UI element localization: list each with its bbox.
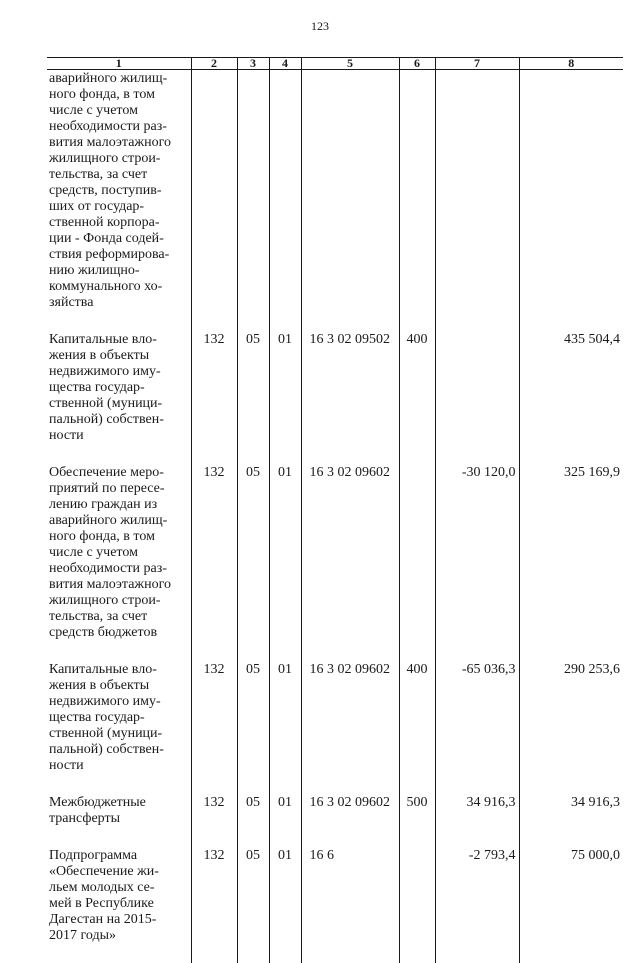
row-name: Межбюджетные трансферты bbox=[49, 795, 146, 826]
change-amount: -65 036,3 bbox=[435, 662, 519, 795]
target-article-code: 16 3 02 09502 bbox=[301, 332, 399, 465]
expense-type-code bbox=[399, 70, 435, 333]
target-article-code bbox=[301, 70, 399, 333]
table-row bbox=[47, 795, 623, 848]
target-article-code: 16 3 02 09602 bbox=[301, 465, 399, 662]
expense-type-code bbox=[399, 848, 435, 963]
expense-type-code: 500 bbox=[399, 795, 435, 848]
admin-code: 132 bbox=[191, 662, 237, 795]
column-header: 1 bbox=[47, 58, 191, 70]
row-name: Капитальные вло- жения в объекты недвижимого иму- щества государ- ственной (муници- пальной) собствен- ности bbox=[49, 332, 164, 443]
expense-type-code: 400 bbox=[399, 332, 435, 465]
change-amount: 34 916,3 bbox=[435, 795, 519, 848]
section-code: 05 bbox=[237, 662, 269, 795]
table-row bbox=[47, 332, 623, 465]
column-header: 4 bbox=[269, 58, 301, 70]
admin-code bbox=[191, 70, 237, 333]
page-number: 123 bbox=[311, 19, 329, 33]
section-code: 05 bbox=[237, 332, 269, 465]
subsection-code: 01 bbox=[269, 332, 301, 465]
subsection-code: 01 bbox=[269, 795, 301, 848]
column-header: 8 bbox=[519, 58, 623, 70]
subsection-code bbox=[269, 70, 301, 333]
target-article-code: 16 6 bbox=[301, 848, 399, 963]
subsection-code: 01 bbox=[269, 662, 301, 795]
total-amount: 34 916,3 bbox=[519, 795, 623, 848]
row-name: аварийного жилищ- ного фонда, в том числе с учетом необходимости раз- вития малоэтажного жилищного строи- тельства, за счет средств, поступив- ших от государ- ственной корпора- ции - Фонда содей- ствия реформирова- нию жилищно- коммунального хо- зяйства bbox=[49, 71, 171, 310]
subsection-code: 01 bbox=[269, 465, 301, 662]
subsection-code: 01 bbox=[269, 848, 301, 963]
column-header: 2 bbox=[191, 58, 237, 70]
section-code bbox=[237, 70, 269, 333]
total-amount: 290 253,6 bbox=[519, 662, 623, 795]
section-code: 05 bbox=[237, 795, 269, 848]
target-article-code: 16 3 02 09602 bbox=[301, 795, 399, 848]
row-name: Капитальные вло- жения в объекты недвижимого иму- щества государ- ственной (муници- пальной) собствен- ности bbox=[49, 662, 164, 773]
table-row bbox=[47, 70, 623, 333]
admin-code: 132 bbox=[191, 465, 237, 662]
target-article-code: 16 3 02 09602 bbox=[301, 662, 399, 795]
column-header: 7 bbox=[435, 58, 519, 70]
column-header: 3 bbox=[237, 58, 269, 70]
section-code: 05 bbox=[237, 848, 269, 963]
total-amount: 325 169,9 bbox=[519, 465, 623, 662]
column-header: 5 bbox=[301, 58, 399, 70]
table-row bbox=[47, 848, 623, 963]
change-amount: -30 120,0 bbox=[435, 465, 519, 662]
admin-code: 132 bbox=[191, 795, 237, 848]
change-amount bbox=[435, 70, 519, 333]
total-amount: 435 504,4 bbox=[519, 332, 623, 465]
admin-code: 132 bbox=[191, 848, 237, 963]
column-header: 6 bbox=[399, 58, 435, 70]
row-name: Обеспечение меро- приятий по пересе- лению граждан из аварийного жилищ- ного фонда, в том числе с учетом необходимости раз- вития малоэтажного жилищного строи- тельства, за счет средств бюджетов bbox=[49, 465, 171, 640]
change-amount: -2 793,4 bbox=[435, 848, 519, 963]
total-amount: 75 000,0 bbox=[519, 848, 623, 963]
budget-table bbox=[47, 57, 623, 963]
row-name: Подпрограмма «Обеспечение жи- льем молодых се- мей в Республике Дагестан на 2015- 2017 годы» bbox=[49, 848, 159, 943]
admin-code: 132 bbox=[191, 332, 237, 465]
table-row bbox=[47, 662, 623, 795]
table-row bbox=[47, 465, 623, 662]
header-row bbox=[47, 58, 623, 70]
section-code: 05 bbox=[237, 465, 269, 662]
expense-type-code: 400 bbox=[399, 662, 435, 795]
total-amount bbox=[519, 70, 623, 333]
expense-type-code bbox=[399, 465, 435, 662]
change-amount bbox=[435, 332, 519, 465]
